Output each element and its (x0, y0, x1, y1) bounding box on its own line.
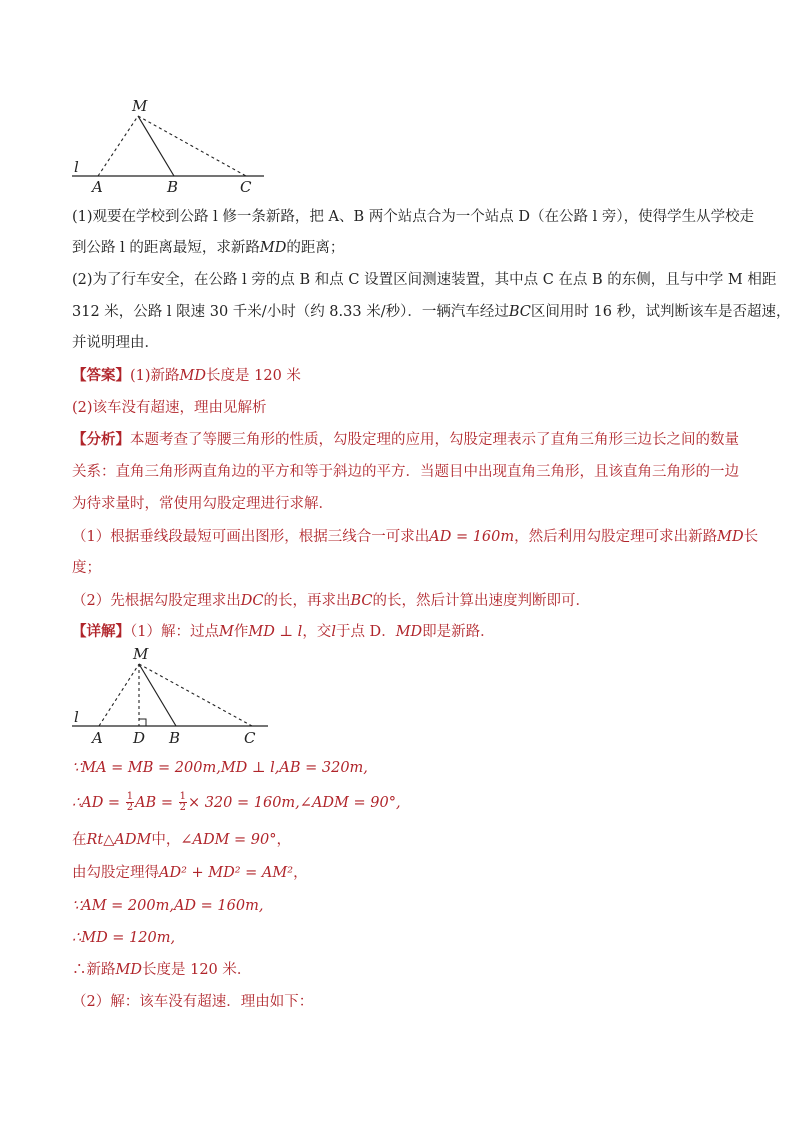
math-angle: ∠ADM = 90° (180, 832, 277, 848)
detail-part-2: （2）解：该车没有超速．理由如下： (72, 994, 314, 1010)
analysis-point-1 (72, 527, 759, 547)
question-1-line-1: (1)观要在学校到公路 l 修一条新路，把 A、B 两个站点合为一个站点 D（在公路 l 旁），使得学生从学校走 (72, 209, 755, 225)
math-equation: ∵MA = MB = 200m,MD ⊥ l,AB = 320m, (72, 760, 368, 776)
triangle-diagram-2 (66, 644, 276, 750)
detail-conclusion-1 (72, 960, 732, 980)
label-D: D (133, 729, 146, 747)
math-AD: AD = 160m (429, 529, 515, 545)
question-2-line-1: (2)为了行车安全，在公路 l 旁的点 B 和点 C 设置区间测速装置，其中点 C 在点 B 的东侧，且与中学 M 相距 (72, 272, 777, 288)
math-equation: ∵AM = 200m,AD = 160m, (72, 898, 264, 914)
math-M: M (218, 624, 234, 640)
analysis-line-2: 关系：直角三角形两直角边的平方和等于斜边的平方．当题目中出现直角三角形，且该直角三角形的一边 (72, 464, 739, 480)
text: （2）先根据勾股定理求出 (72, 593, 241, 609)
detail-line-1 (72, 622, 732, 642)
math-l: l (331, 624, 336, 640)
label-l: l (74, 158, 79, 176)
analysis-line-3: 为待求量时，常使用勾股定理进行求解． (72, 496, 333, 512)
text: （1）解：过点 (130, 624, 219, 640)
numerator: 1 (179, 791, 186, 802)
text: 区间用时 16 秒，试判断该车是否超速， (530, 304, 791, 320)
text: 作 (233, 624, 249, 640)
math-MD: MD (395, 624, 423, 640)
math-MD-perp-l: MD ⊥ l (248, 624, 303, 640)
math-BC: BC (350, 593, 373, 609)
triangle-diagram-1 (66, 94, 276, 200)
answer-line-1 (72, 366, 732, 386)
detail-eq-4 (72, 863, 732, 883)
text: 长度是 120 米 (206, 368, 301, 384)
analysis-tag: 【分析】 (72, 431, 130, 448)
label-C: C (244, 729, 256, 747)
math-MD: MD (717, 529, 744, 545)
text: 即是新路． (422, 624, 495, 640)
fraction (126, 792, 134, 813)
text: （1）根据垂线段最短可画出图形，根据三线合一可求出 (72, 529, 430, 545)
detail-eq-3 (72, 830, 732, 850)
math-part: AB = (135, 794, 173, 811)
answer-line-2: (2)该车没有超速，理由见解析 (72, 400, 267, 416)
text: 312 米，公路 l 限速 30 千米/小时（约 8.33 米/秒）．一辆汽车经过 (72, 304, 509, 320)
text: 长度是 120 米． (141, 962, 252, 978)
text: 的距离； (286, 240, 345, 256)
text: ， (293, 865, 308, 881)
text: ，交 (302, 624, 332, 640)
label-A: A (92, 178, 103, 196)
detail-tag: 【详解】 (72, 623, 130, 640)
text: 于点 D． (335, 624, 396, 640)
math-rt-triangle: Rt△ADM (86, 832, 152, 848)
detail-eq-2 (72, 792, 732, 813)
label-M: M (132, 97, 148, 115)
detail-eq-6 (72, 928, 732, 948)
text: 由勾股定理得 (72, 865, 159, 881)
label-B: B (169, 729, 181, 747)
text: ， (276, 832, 292, 848)
question-1-line-2 (72, 238, 732, 258)
detail-eq-5 (72, 896, 732, 916)
text: 的长，然后计算出速度判断即可． (372, 593, 590, 609)
label-A: A (92, 729, 103, 747)
question-2-line-3: 并说明理由． (72, 335, 159, 351)
text: (1)新路 (130, 368, 180, 384)
analysis-point-1-cont: 度； (72, 560, 101, 576)
figure-1 (66, 94, 276, 200)
text: 长 (743, 529, 759, 545)
math-pythagoras: AD² + MD² = AM² (159, 865, 294, 881)
answer-tag: 【答案】 (72, 367, 130, 384)
math-BC: BC (508, 304, 531, 320)
text: 本题考查了等腰三角形的性质，勾股定理的应用，勾股定理表示了直角三角形三边长之间的数量 (130, 432, 739, 448)
math-MD: MD (179, 368, 207, 384)
math-MD: MD (115, 962, 142, 978)
figure-2 (66, 644, 276, 750)
denominator: 2 (126, 802, 134, 813)
math-MD: MD (259, 240, 287, 256)
text: ，然后利用勾股定理可求出新路 (514, 529, 718, 545)
text: 中， (151, 832, 181, 848)
text: 到公路 l 的距离最短，求新路 (72, 240, 260, 256)
denominator: 2 (179, 802, 186, 813)
text: ∴新路 (72, 962, 116, 978)
text: 的长，再求出 (263, 593, 351, 609)
label-C: C (240, 178, 252, 196)
math-part: ∴AD = (72, 794, 121, 811)
detail-eq-1 (72, 758, 732, 778)
math-part: × 320 = 160m,∠ADM = 90°, (187, 794, 401, 811)
label-M: M (133, 645, 149, 663)
question-2-line-2 (72, 302, 791, 322)
analysis-point-2 (72, 591, 732, 611)
label-B: B (167, 178, 179, 196)
label-l: l (74, 708, 79, 726)
analysis-line-1 (72, 430, 739, 450)
numerator: 1 (126, 791, 134, 802)
text: 在 (72, 832, 87, 848)
fraction (179, 792, 187, 813)
math-equation: ∴MD = 120m, (72, 930, 176, 946)
math-DC: DC (240, 593, 264, 609)
math-equation (72, 791, 401, 813)
